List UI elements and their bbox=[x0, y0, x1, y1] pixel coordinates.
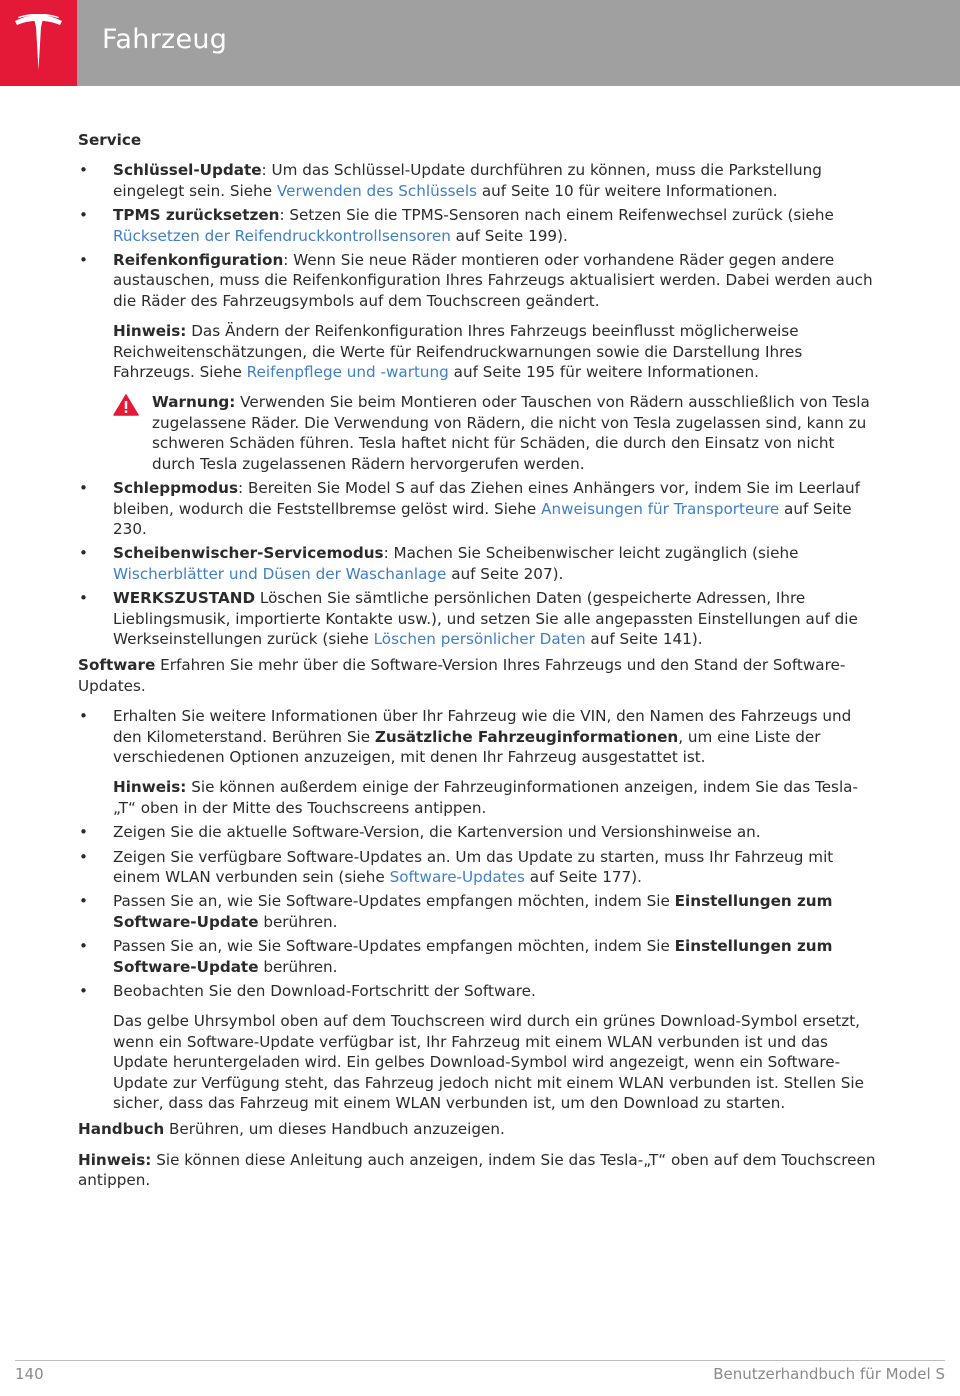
cross-reference-link[interactable]: Löschen persönlicher Daten bbox=[373, 629, 586, 648]
note-label: Hinweis: bbox=[78, 1150, 152, 1169]
note-label: Hinweis: bbox=[113, 322, 187, 341]
page-header bbox=[0, 0, 960, 86]
download-paragraph: Das gelbe Uhrsymbol oben auf dem Touchscreen wird durch ein grünes Download-Symbol ersetzt, wenn ein Software-Update verfügbar ist, Ihr Fahrzeug mit einem WLAN verbunden ist und das Update heruntergeladen wird. Ein gelbes Download-Symbol wird angezeigt, wenn ein Software-Update zur Verfügung steht, das Fahrzeug jedoch nicht mit einem WLAN verbunden ist. Stellen Sie sicher, dass das Fahrzeug mit einem WLAN verbunden ist, um den Download zu starten. bbox=[113, 1012, 864, 1113]
term: Software bbox=[78, 656, 156, 675]
service-list bbox=[78, 160, 878, 649]
list-item: • Erhalten Sie weitere Informationen über Ihr Fahrzeug wie die VIN, den Namen des Fahrzeugs und den Kilometerstand. Berühren Sie Zusätzliche Fahrzeuginformationen, um eine Liste der verschiedenen Optionen anzuzeigen, mit denen Ihr Fahrzeug ausgestattet ist. Hinweis: Sie können außerdem einige der Fahrzeuginformationen anzeigen, indem Sie das Tesla-„T“ oben in der Mitte des Touchscreens antippen. bbox=[78, 706, 878, 818]
cross-reference-link[interactable]: Wischerblätter und Düsen der Waschanlage bbox=[113, 564, 447, 583]
page-number: 140 bbox=[15, 1365, 44, 1383]
logo-box bbox=[0, 0, 77, 86]
term: Handbuch bbox=[78, 1120, 165, 1139]
list-item: • Scheibenwischer-Servicemodus: Machen Sie Scheibenwischer leicht zugänglich (siehe Wischerblätter und Düsen der Waschanlage auf Seite 207). bbox=[78, 543, 878, 584]
list-item: • Passen Sie an, wie Sie Software-Updates empfangen möchten, indem Sie Einstellungen zum Software-Update berühren. bbox=[78, 891, 878, 932]
list-item: • Zeigen Sie verfügbare Software-Updates an. Um das Update zu starten, muss Ihr Fahrzeug mit einem WLAN verbunden sein (siehe Software-Updates auf Seite 177). bbox=[78, 847, 878, 888]
software-list bbox=[78, 706, 878, 1113]
term: Reifenkonfiguration bbox=[113, 251, 284, 270]
final-note: Hinweis: Sie können diese Anleitung auch anzeigen, indem Sie das Tesla-„T“ oben auf dem Touchscreen antippen. bbox=[78, 1150, 876, 1190]
list-item: • Reifenkonfiguration: Wenn Sie neue Räder montieren oder vorhandene Räder gegen andere austauschen, muss die Reifenkonfiguration Ihres Fahrzeugs aktualisiert werden. Dabei werden auch die Räder des Fahrzeugsymbols auf dem Touchscreen geändert. Hinweis: Das Ändern der Reifenkonfiguration Ihres Fahrzeugs beeinflusst möglicherweise Reichweitenschätzungen, die Werte für Reifendruckwarnungen sowie die Darstellung Ihres Fahrzeugs. Siehe Reifenpflege und -wartung auf Seite 195 für weitere Informationen. Warnung: Verwenden Sie beim Montieren oder Tauschen von Rädern ausschließlich von Tesla zugelassene Räder. Die Verwendung von Rädern, die nicht von Tesla zugelassen sind, kann zu schweren Schäden führen. Tesla haftet nicht für Schäden, die durch den Einsatz von nicht durch Tesla zugelassenen Rädern hervorgerufen werden. bbox=[78, 250, 878, 474]
warning-icon bbox=[113, 394, 139, 416]
main-content bbox=[78, 130, 878, 1191]
list-item: • Passen Sie an, wie Sie Software-Updates empfangen möchten, indem Sie Einstellungen zum Software-Update berühren. bbox=[78, 936, 878, 977]
footer-divider bbox=[15, 1360, 945, 1361]
warning-box: Warnung: Verwenden Sie beim Montieren oder Tauschen von Rädern ausschließlich von Tesla zugelassene Räder. Die Verwendung von Rädern, die nicht von Tesla zugelassen sind, kann zu schweren Schäden führen. Tesla haftet nicht für Schäden, die durch den Einsatz von nicht durch Tesla zugelassenen Rädern hervorgerufen werden. bbox=[113, 392, 878, 474]
list-item: • Schlüssel-Update: Um das Schlüssel-Update durchführen zu können, muss die Parkstellung eingelegt sein. Siehe Verwenden des Schlüssels auf Seite 10 für weitere Informationen. bbox=[78, 160, 878, 201]
software-paragraph: Software Erfahren Sie mehr über die Software-Version Ihres Fahrzeugs und den Stand der Software-Updates. bbox=[78, 656, 846, 695]
cross-reference-link[interactable]: Verwenden des Schlüssels bbox=[276, 181, 478, 200]
tesla-logo-icon bbox=[13, 14, 64, 70]
term: Schlüssel-Update bbox=[113, 161, 262, 180]
cross-reference-link[interactable]: Anweisungen für Transporteure bbox=[541, 499, 780, 518]
list-item: • Schleppmodus: Bereiten Sie Model S auf das Ziehen eines Anhängers vor, indem Sie im Leerlauf bleiben, wodurch die Feststellbremse gelöst wird. Siehe Anweisungen für Transporteure auf Seite 230. bbox=[78, 478, 878, 539]
term: Scheibenwischer-Servicemodus bbox=[113, 544, 384, 563]
cross-reference-link[interactable]: Rücksetzen der Reifendruckkontrollsensoren bbox=[113, 226, 451, 245]
note: Hinweis: Das Ändern der Reifenkonfiguration Ihres Fahrzeugs beeinflusst möglicherweise Reichweitenschätzungen, die Werte für Reifendruckwarnungen sowie die Darstellung Ihres Fahrzeugs. Siehe Reifenpflege und -wartung auf Seite 195 für weitere Informationen. bbox=[113, 322, 803, 382]
term: TPMS zurücksetzen bbox=[113, 206, 280, 225]
cross-reference-link[interactable]: Software-Updates bbox=[389, 868, 525, 886]
manual-title: Benutzerhandbuch für Model S bbox=[713, 1365, 945, 1383]
section-heading-service: Service bbox=[78, 131, 142, 149]
handbuch-paragraph: Handbuch Berühren, um dieses Handbuch anzuzeigen. bbox=[78, 1120, 505, 1139]
list-item: • WERKSZUSTAND Löschen Sie sämtliche persönlichen Daten (gespeicherte Adressen, Ihre Lieblingsmusik, importierte Kontakte usw.), und setzen Sie alle angepassten Einstellungen auf die Werkseinstellungen zurück (siehe Löschen persönlicher Daten auf Seite 141). bbox=[78, 588, 878, 649]
list-item: • TPMS zurücksetzen: Setzen Sie die TPMS-Sensoren nach einem Reifenwechsel zurück (siehe Rücksetzen der Reifendruckkontrollsensoren auf Seite 199). bbox=[78, 205, 878, 246]
page-title: Fahrzeug bbox=[102, 24, 228, 55]
cross-reference-link[interactable]: Reifenpflege und -wartung bbox=[246, 363, 449, 382]
term: Schleppmodus bbox=[113, 479, 238, 498]
note-label: Hinweis: bbox=[113, 778, 187, 797]
term: WERKSZUSTAND bbox=[113, 589, 256, 608]
warning-label: Warnung: bbox=[152, 393, 236, 412]
note: Hinweis: Sie können außerdem einige der Fahrzeuginformationen anzeigen, indem Sie das Tesla-„T“ oben in der Mitte des Touchscreens antippen. bbox=[113, 778, 858, 817]
list-item: • Beobachten Sie den Download-Fortschritt der Software. Das gelbe Uhrsymbol oben auf dem Touchscreen wird durch ein grünes Download-Symbol ersetzt, wenn ein Software-Update verfügbar ist, Ihr Fahrzeug mit einem WLAN verbunden ist und das Update heruntergeladen wird. Ein gelbes Download-Symbol wird angezeigt, wenn ein Software-Update zur Verfügung steht, das Fahrzeug jedoch nicht mit einem WLAN verbunden ist. Stellen Sie sicher, dass das Fahrzeug mit einem WLAN verbunden ist, um den Download zu starten. bbox=[78, 981, 878, 1113]
list-item: • Zeigen Sie die aktuelle Software-Version, die Kartenversion und Versionshinweise an. bbox=[78, 822, 878, 842]
